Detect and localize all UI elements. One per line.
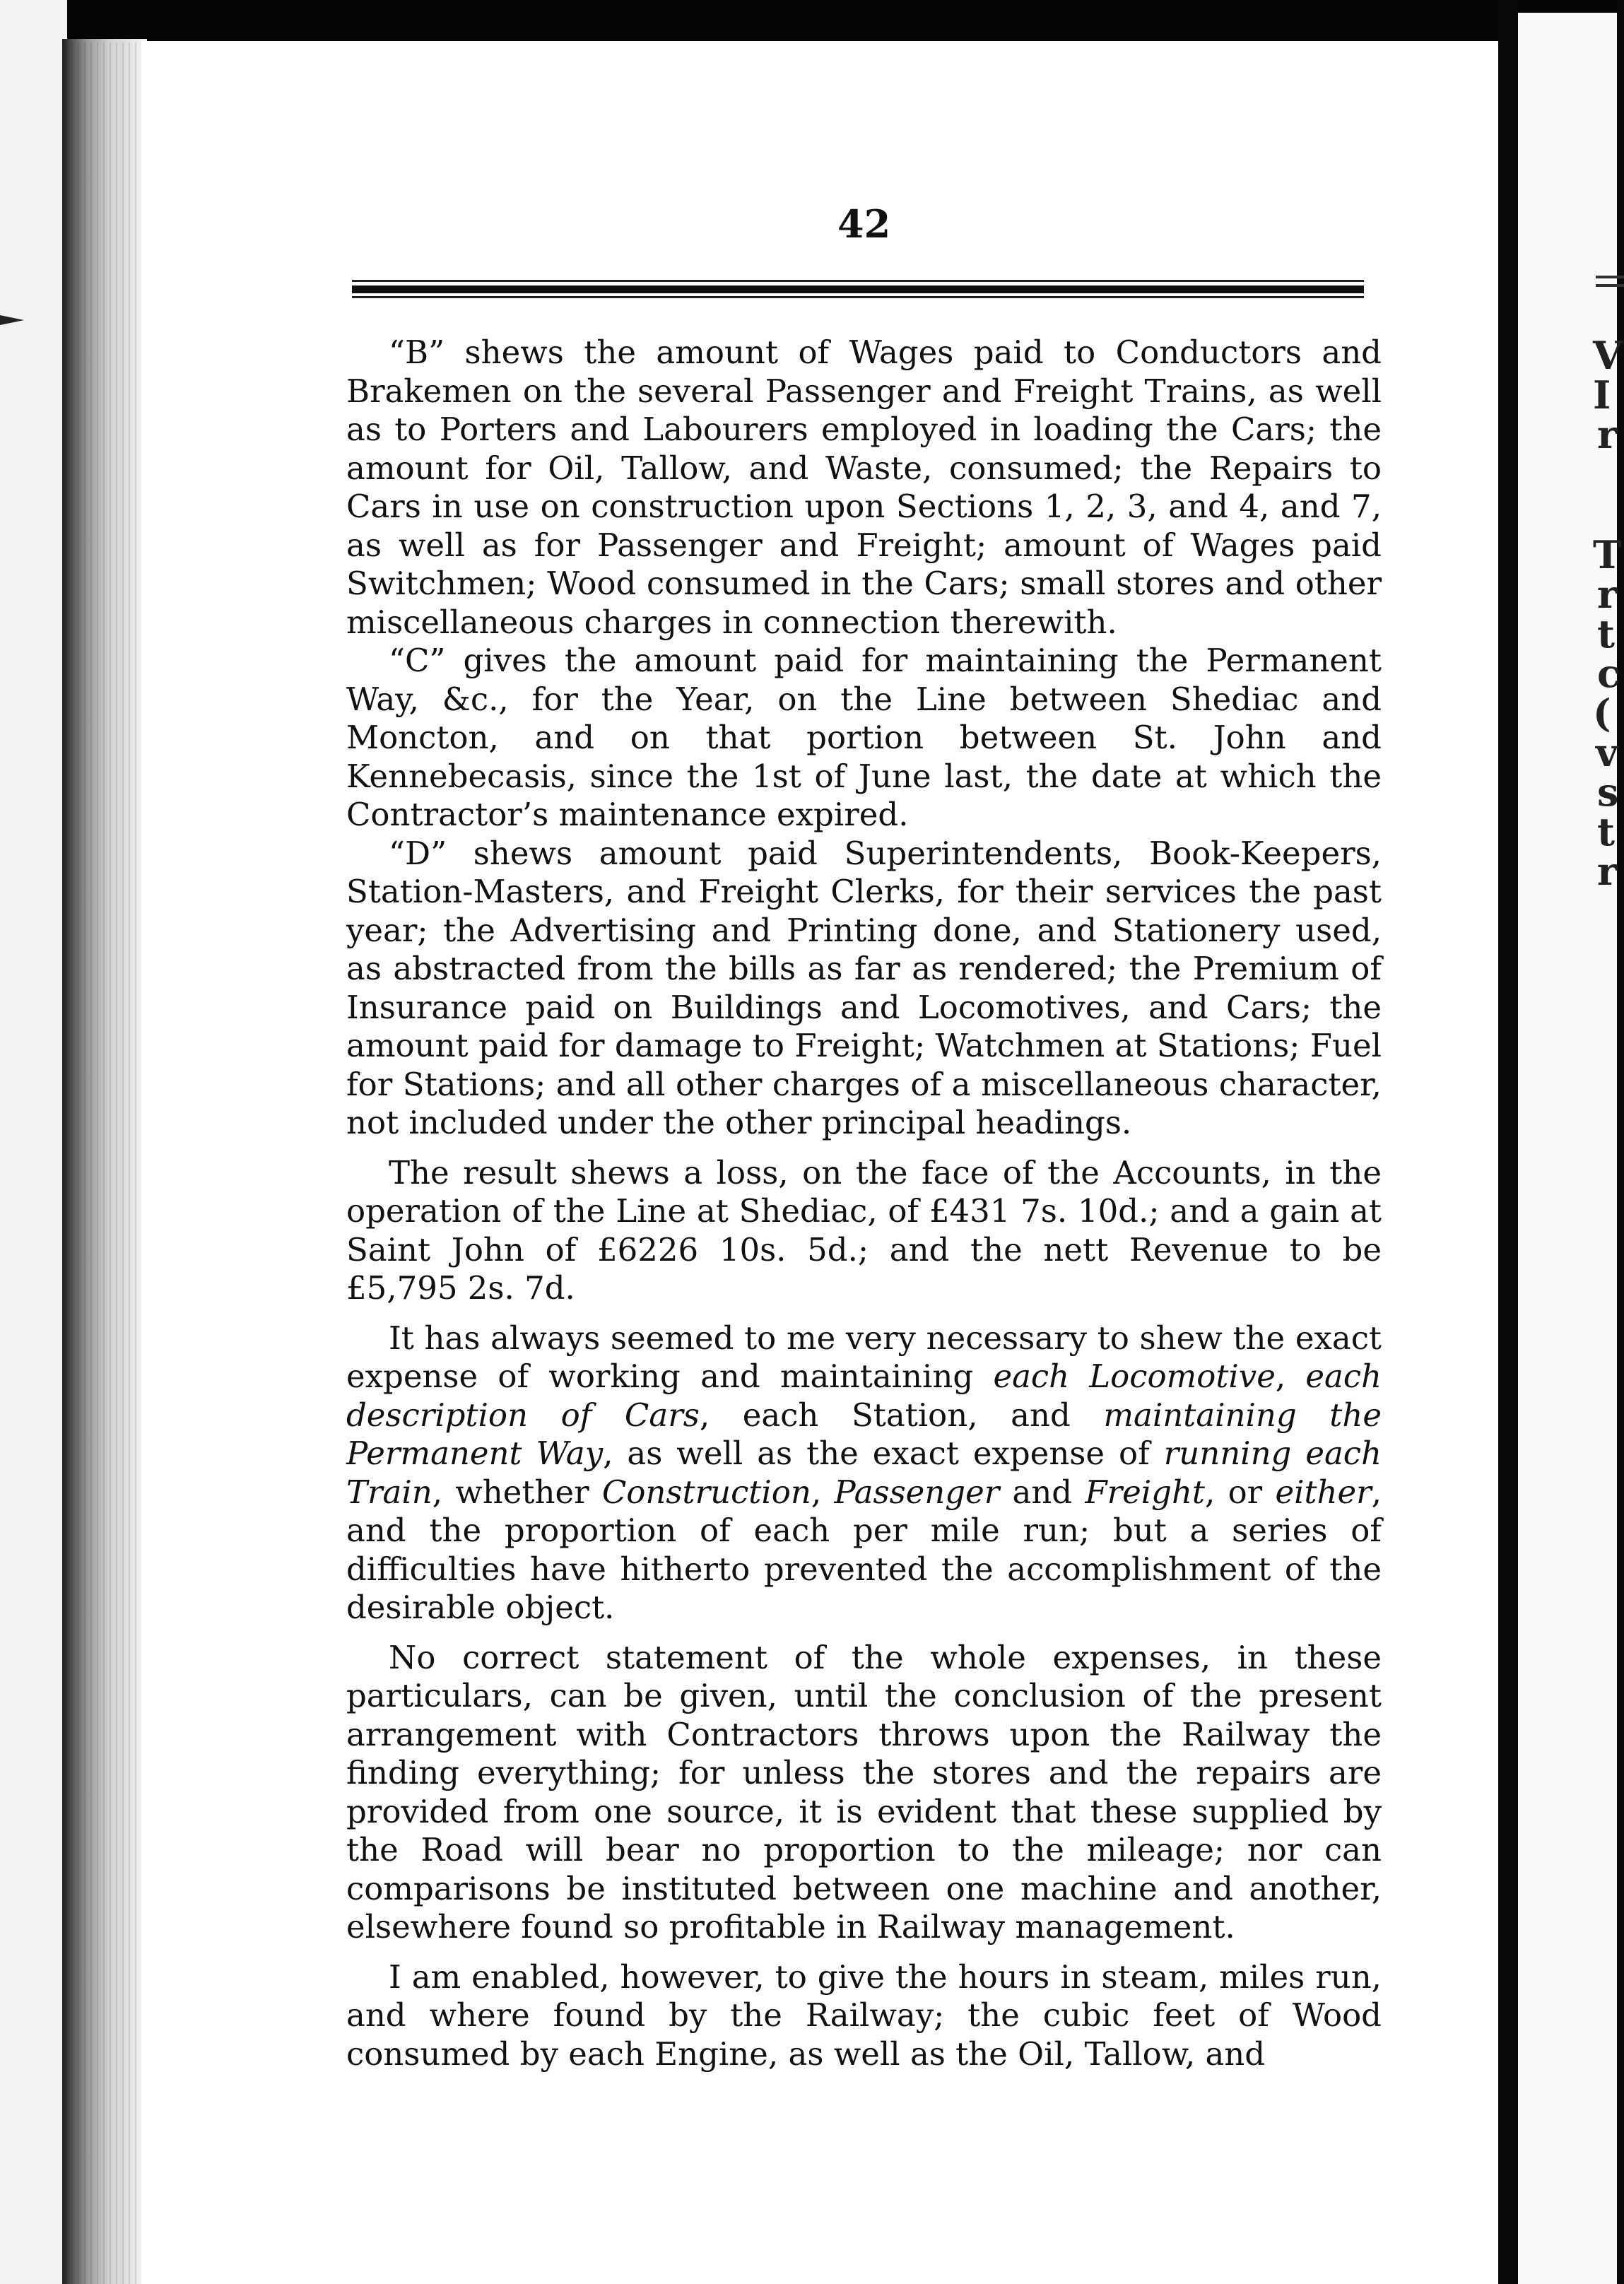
facing-page-edge <box>1518 13 1623 2284</box>
expense-italic-freight: Freight <box>1085 1473 1206 1511</box>
binding-shadow-texture <box>65 42 143 2284</box>
facing-page-letter: s <box>1597 770 1619 815</box>
paragraph-expense <box>346 1319 1382 1627</box>
expense-italic-construction: Construction <box>601 1473 811 1511</box>
expense-italic-running-train: running each Train <box>346 1435 1382 1511</box>
expense-text-8: , or <box>1205 1473 1276 1511</box>
paragraph-c: “C” gives the amount paid for maintaining the Permanent Way, &c., for the Year, on the Line between Shediac and Moncton, and on that portion between St. John and Kennebecasis, since the 1st of June last, the date at which the Contractor’s maintenance expired. <box>346 642 1382 833</box>
paragraph-d: “D” shews amount paid Superintendents, Book-Keepers, Station-Masters, and Freight Clerks, for their services the past year; the Advertising and Printing done, and Stationery used, as abstracted from the bills as far as rendered; the Premium of Insurance paid on Buildings and Locomotives, and Cars; the amount paid for damage to Freight; Watchmen at Stations; Fuel for Stations; and all other charges of a miscellaneous character, not included under the other principal headings. <box>346 834 1382 1141</box>
facing-page-letters <box>1518 13 1623 2284</box>
scanner-top-border <box>0 0 1617 41</box>
expense-text-4: , as well as the exact expense of <box>603 1435 1164 1472</box>
book-gutter <box>1498 0 1518 2284</box>
facing-page-letter: T <box>1593 532 1622 577</box>
expense-text-7: and <box>999 1473 1085 1511</box>
header-rule-thin-bottom <box>352 296 1364 298</box>
page-number: 42 <box>837 201 891 247</box>
expense-text-2: , <box>1275 1358 1306 1395</box>
paragraph-result: The result shews a loss, on the face of the Accounts, in the operation of the Line at Shediac, of £431 7s. 10d.; and a gain at Saint John of £6226 10s. 5d.; and the nett Revenue to be £5,795 2s. 7d. <box>346 1153 1382 1307</box>
facing-page-letter: v <box>1596 730 1618 775</box>
header-rule <box>352 280 1364 298</box>
expense-italic-cars: each description of Cars <box>346 1358 1382 1434</box>
expense-italic-either: either <box>1275 1473 1372 1511</box>
margin-mark <box>0 315 24 325</box>
facing-page-letter: r <box>1597 849 1618 894</box>
expense-text-3: , each Station, and <box>699 1396 1104 1434</box>
paragraph-statement: No correct statement of the whole expenses, in these particulars, can be given, until the conclusion of the present arrangement with Contractors throws upon the Railway the finding everything; for unless the stores and the repairs are provided from one source, it is evident that these supplied by the Road will bear no proportion to the mileage; nor can comparisons be instituted between one machine and another, elsewhere found so profitable in Railway management. <box>346 1638 1382 1945</box>
expense-italic-locomotive: each Locomotive <box>993 1358 1276 1395</box>
expense-italic-permanent-way: maintaining the Permanent Way <box>346 1396 1382 1472</box>
left-binding-margin <box>0 0 67 2284</box>
facing-page-letter: r <box>1597 572 1618 617</box>
paragraph-enabled: I am enabled, however, to give the hours in steam, miles run, and where found by the Railway; the cubic feet of Wood consumed by each Engine, as well as the Oil, Tallow, and <box>346 1958 1382 2073</box>
facing-page-letter: c <box>1597 651 1620 696</box>
header-rule-thin-top <box>352 280 1364 282</box>
paragraph-b: “B” shews the amount of Wages paid to Conductors and Brakemen on the several Passenger and Freight Trains, as well as to Porters and Labourers employed in loading the Cars; the amount for Oil, Tallow, and Waste, consumed; the Repairs to Cars in use on construction upon Sections 1, 2, 3, and 4, and 7, as well as for Passenger and Freight; amount of Wages paid Switchmen; Wood consumed in the Cars; small stores and other miscellaneous charges in connection therewith. <box>346 334 1382 641</box>
facing-page-letter: t <box>1597 809 1615 854</box>
expense-text-9: , and the proportion of each per mile run; but a series of difficulties have hitherto prevented the accomplishment of the desirable object. <box>346 1473 1382 1626</box>
expense-italic-passenger: Passenger <box>834 1473 1000 1511</box>
expense-text-5: , whether <box>432 1473 602 1511</box>
facing-page-letter: ( <box>1593 690 1611 736</box>
facing-page-letter: t <box>1597 611 1615 657</box>
facing-page-letter: r <box>1597 412 1618 457</box>
facing-page-letter: I <box>1593 372 1611 418</box>
expense-text-6: , <box>811 1473 835 1511</box>
header-rule-thick <box>352 286 1364 293</box>
page-body-text <box>346 334 1382 2073</box>
expense-text-1: It has always seemed to me very necessary to shew the exact expense of working and maintaining <box>346 1319 1382 1395</box>
facing-page-letter: V <box>1593 333 1623 378</box>
